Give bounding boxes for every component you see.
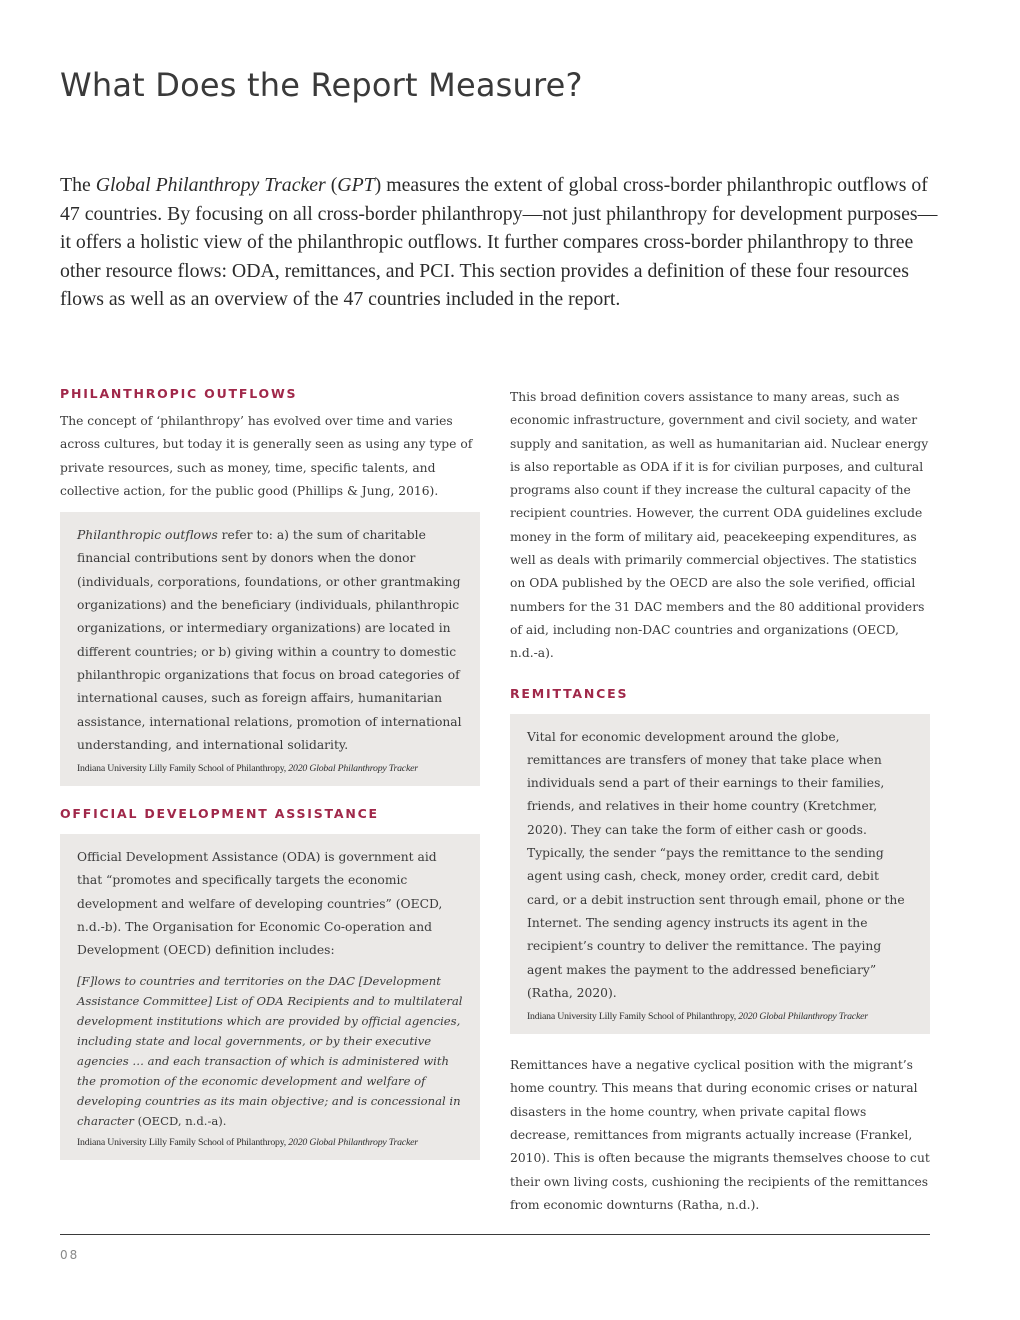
source-credit xyxy=(77,1137,463,1148)
philanthropic-outflows-definition-box xyxy=(60,512,480,786)
intro-report-name: Global Philanthropy Tracker xyxy=(95,174,326,196)
remittances-cyclical-paragraph: Remittances have a negative cyclical position with the migrant’s home country. This means that during economic crises or natural disasters in the home country, when private capital flows decrease, remittances from migrants actually increase (Frankel, 2010). This is often because the migrants themselves choose to cut their own living costs, cushioning the recipients of the remittances from economic downturns (Ratha, n.d.). xyxy=(510,1058,930,1212)
remittances-definition: Vital for economic development around the globe, remittances are transfers of money that take place when individuals send a part of their earnings to their families, friends, and relatives in their home country (Kretchmer, 2020). They can take the form of either cash or goods. Typically, the sender “pays the remittance to the sending agent using cash, check, money order, credit card, debit card, or a debit instruction sent through email, phone or the Internet. The sending agency instructs its agent in the recipient’s country to deliver the remittance. The paying agent makes the payment to the addressed beneficiary” (Ratha, 2020). xyxy=(527,729,905,1000)
page-number: 08 xyxy=(60,1248,80,1262)
source-credit-title: 2020 Global Philanthropy Tracker xyxy=(738,1011,868,1023)
quote-text: [F]lows to countries and territories on the DAC [Development Assistance Committee] List of ODA Recipients and to multilateral development institutions which are provided by official agencies, including state and local governments, or by their executive agencies … and each transaction of which is administered with the promotion of the economic development and welfare of developing countries as its main objective; and is concessional in character xyxy=(77,973,463,1128)
oda-definition: Official Development Assistance (ODA) is government aid that “promotes and specifically targets the economic development and welfare of developing countries” (OECD, n.d.-b). The Organisation for Economic Co-operation and Development (OECD) definition includes: xyxy=(77,850,443,958)
philanthropic-outflows-heading: PHILANTHROPIC OUTFLOWS xyxy=(60,386,298,401)
intro-paragraph xyxy=(60,171,940,314)
source-credit-title: 2020 Global Philanthropy Tracker xyxy=(288,1136,418,1148)
page-title: What Does the Report Measure? xyxy=(60,66,583,104)
source-credit-prefix: Indiana University Lilly Family School of Philanthropy, xyxy=(77,1136,289,1148)
footer-divider xyxy=(60,1234,930,1235)
definition-term: Philanthropic outflows xyxy=(77,528,218,543)
left-column xyxy=(60,386,480,1160)
right-column xyxy=(510,386,930,1217)
remittances-definition-box xyxy=(510,714,930,1035)
oda-scope-paragraph: This broad definition covers assistance to many areas, such as economic infrastructure, government and civil society, and water supply and sanitation, as well as humanitarian aid. Nuclear energy is also reportable as ODA if it is for civilian purposes, and cultural programs also count if they increase the cultural capacity of the recipient countries. However, the current ODA guidelines exclude money in the form of military aid, peacekeeping expenditures, as well as deals with primarily commercial objectives. The statistics on ODA published by the OECD are also the sole verified, official numbers for the 31 DAC members and the 80 additional providers of aid, including non-DAC countries and organizations (OECD, n.d.-a). xyxy=(510,390,929,661)
oda-definition-box xyxy=(60,834,480,1159)
source-credit xyxy=(77,763,463,774)
source-credit-title: 2020 Global Philanthropy Tracker xyxy=(288,763,418,775)
source-credit-prefix: Indiana University Lilly Family School of Philanthropy, xyxy=(77,763,289,775)
intro-text-3: ( xyxy=(325,174,338,196)
source-credit xyxy=(527,1011,913,1022)
philanthropic-outflows-definition xyxy=(77,524,463,757)
oecd-definition-quote xyxy=(77,971,463,1131)
source-credit-prefix: Indiana University Lilly Family School of Philanthropy, xyxy=(527,1011,739,1023)
remittances-heading: REMITTANCES xyxy=(510,685,629,701)
oda-heading: OFFICIAL DEVELOPMENT ASSISTANCE xyxy=(60,806,379,822)
quote-citation: (OECD, n.d.-a). xyxy=(133,1113,227,1128)
definition-text: refer to: a) the sum of charitable financial contributions sent by donors when the donor (individuals, corporations, foundations, or other grantmaking organizations) and the beneficiary (individuals, philanthropic organizations, or intermediary organizations) are located in different countries; or b) giving within a country to domestic philanthropic organizations that focus on broad categories of international causes, such as foreign affairs, humanitarian assistance, international relations, promotion of international understanding, and international solidarity. xyxy=(77,528,462,752)
intro-text-1: The xyxy=(60,174,96,196)
intro-text-5: ) measures the extent of global cross-border philanthropic outflows of 47 countries. By focusing on all cross-border philanthropy—not just philanthropy for development purposes—it offers a holistic view of the philanthropic outflows. It further compares cross-border philanthropy to three other resource flows: ODA, remittances, and PCI. This section provides a definition of these four resources flows as well as an overview of the 47 countries included in the report. xyxy=(60,174,938,310)
intro-report-abbrev: GPT xyxy=(337,174,375,196)
philanthropy-concept-paragraph: The concept of ‘philanthropy’ has evolved over time and varies across cultures, but today it is generally seen as using any type of private resources, such as money, time, specific talents, and collective action, for the public good (Phillips & Jung, 2016). xyxy=(60,414,473,498)
